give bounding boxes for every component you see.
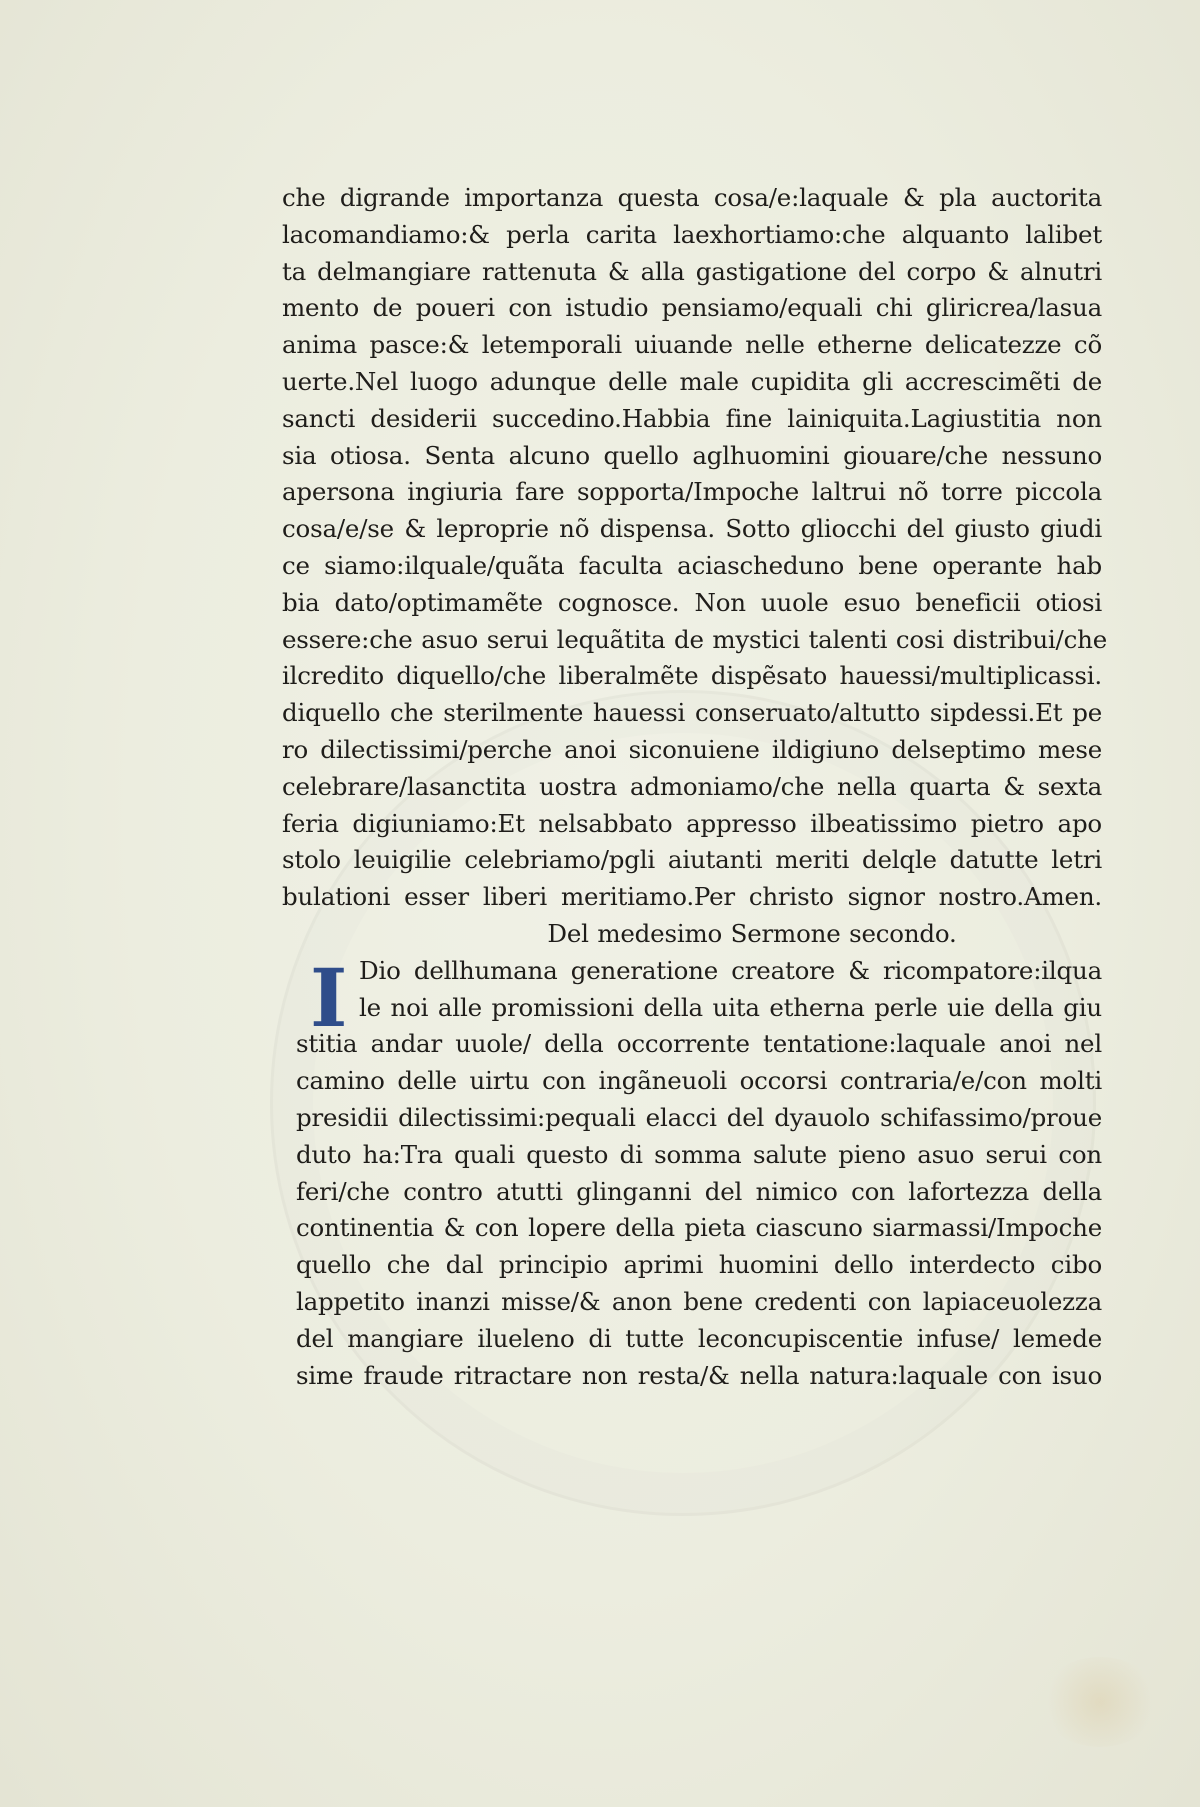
text-line: feri/che contro atutti glinganni del nimico con lafortezza della [296, 1176, 1102, 1206]
text-block [282, 180, 1107, 1394]
text-line: ilcredito diquello/che liberalmẽte dispẽsato hauessi/multiplicassi. [282, 661, 1102, 691]
text-line: uerte.Nel luogo adunque delle male cupidita gli accrescimẽti de [282, 366, 1102, 396]
text-line: lacomandiamo:& perla carita laexhortiamo:che alquanto lalibet [282, 219, 1102, 249]
text-line: ro dilectissimi/perche anoi siconuiene ildigiuno delseptimo mese [282, 734, 1102, 764]
text-line: del mangiare ilueleno di tutte leconcupiscentie infuse/ lemede [296, 1323, 1102, 1353]
text-line: cosa/e/se & leproprie nõ dispensa. Sotto gliocchi del giusto giudi [282, 514, 1102, 544]
text-line: lappetito inanzi misse/& anon bene credenti con lapiaceuolezza [296, 1286, 1102, 1316]
text-line: apersona ingiuria fare sopporta/Impoche laltrui nõ torre piccola [282, 477, 1102, 507]
text-line: camino delle uirtu con ingãneuoli occorsi contraria/e/con molti [296, 1066, 1102, 1096]
text-line: feria digiuniamo:Et nelsabbato appresso ilbeatissimo pietro apo [282, 808, 1102, 838]
text-line: bia dato/optimamẽte cognosce. Non uuole esuo beneficii otiosi [282, 587, 1102, 617]
text-line: sime fraude ritractare non resta/& nella natura:laquale con isuo [296, 1360, 1102, 1390]
text-line: essere:che asuo serui lequãtita de mystici talenti cosi distribui/che [282, 624, 1107, 654]
text-line: stolo leuigilie celebriamo/pgli aiutanti meriti delqle datutte letri [282, 845, 1102, 875]
text-line: diquello che sterilmente hauessi conseruato/altutto sipdessi.Et pe [282, 698, 1102, 728]
text-line: ta delmangiare rattenuta & alla gastigatione del corpo & alnutri [282, 256, 1102, 286]
text-line-indented: Dio dellhumana generatione creatore & ricompatore:ilqua [359, 955, 1102, 985]
text-line-indented: le noi alle promissioni della uita etherna perle uie della giu [359, 992, 1102, 1022]
text-line: mento de poueri con istudio pensiamo/equali chi gliricrea/lasua [282, 293, 1102, 323]
initial-letter: I [310, 951, 348, 1045]
text-line: continentia & con lopere della pieta ciascuno siarmassi/Impoche [296, 1213, 1102, 1243]
text-line: quello che dal principio aprimi huomini dello interdecto cibo [296, 1250, 1102, 1280]
text-line: sia otiosa. Senta alcuno quello aglhuomini giouare/che nessuno [282, 440, 1102, 470]
text-line: bulationi esser liberi meritiamo.Per christo signor nostro.Amen. [282, 882, 1102, 912]
text-line: duto ha:Tra quali questo di somma salute pieno asuo serui con [296, 1139, 1102, 1169]
text-line: stitia andar uuole/ della occorrente tentatione:laquale anoi nel [296, 1029, 1102, 1059]
paper-stain [1040, 1657, 1160, 1747]
text-line: sancti desiderii succedino.Habbia fine lainiquita.Lagiustitia non [282, 403, 1102, 433]
text-line: celebrare/lasanctita uostra admoniamo/che nella quarta & sexta [282, 771, 1102, 801]
section-heading: Del medesimo Sermone secondo. [547, 918, 957, 948]
text-line: anima pasce:& letemporali uiuande nelle etherne delicatezze cõ [282, 330, 1102, 360]
text-line: presidii dilectissimi:pequali elacci del dyauolo schifassimo/proue [296, 1102, 1102, 1132]
text-line: che digrande importanza questa cosa/e:laquale & pla auctorita [282, 183, 1102, 212]
text-line: ce siamo:ilquale/quãta faculta aciascheduno bene operante hab [282, 550, 1102, 580]
